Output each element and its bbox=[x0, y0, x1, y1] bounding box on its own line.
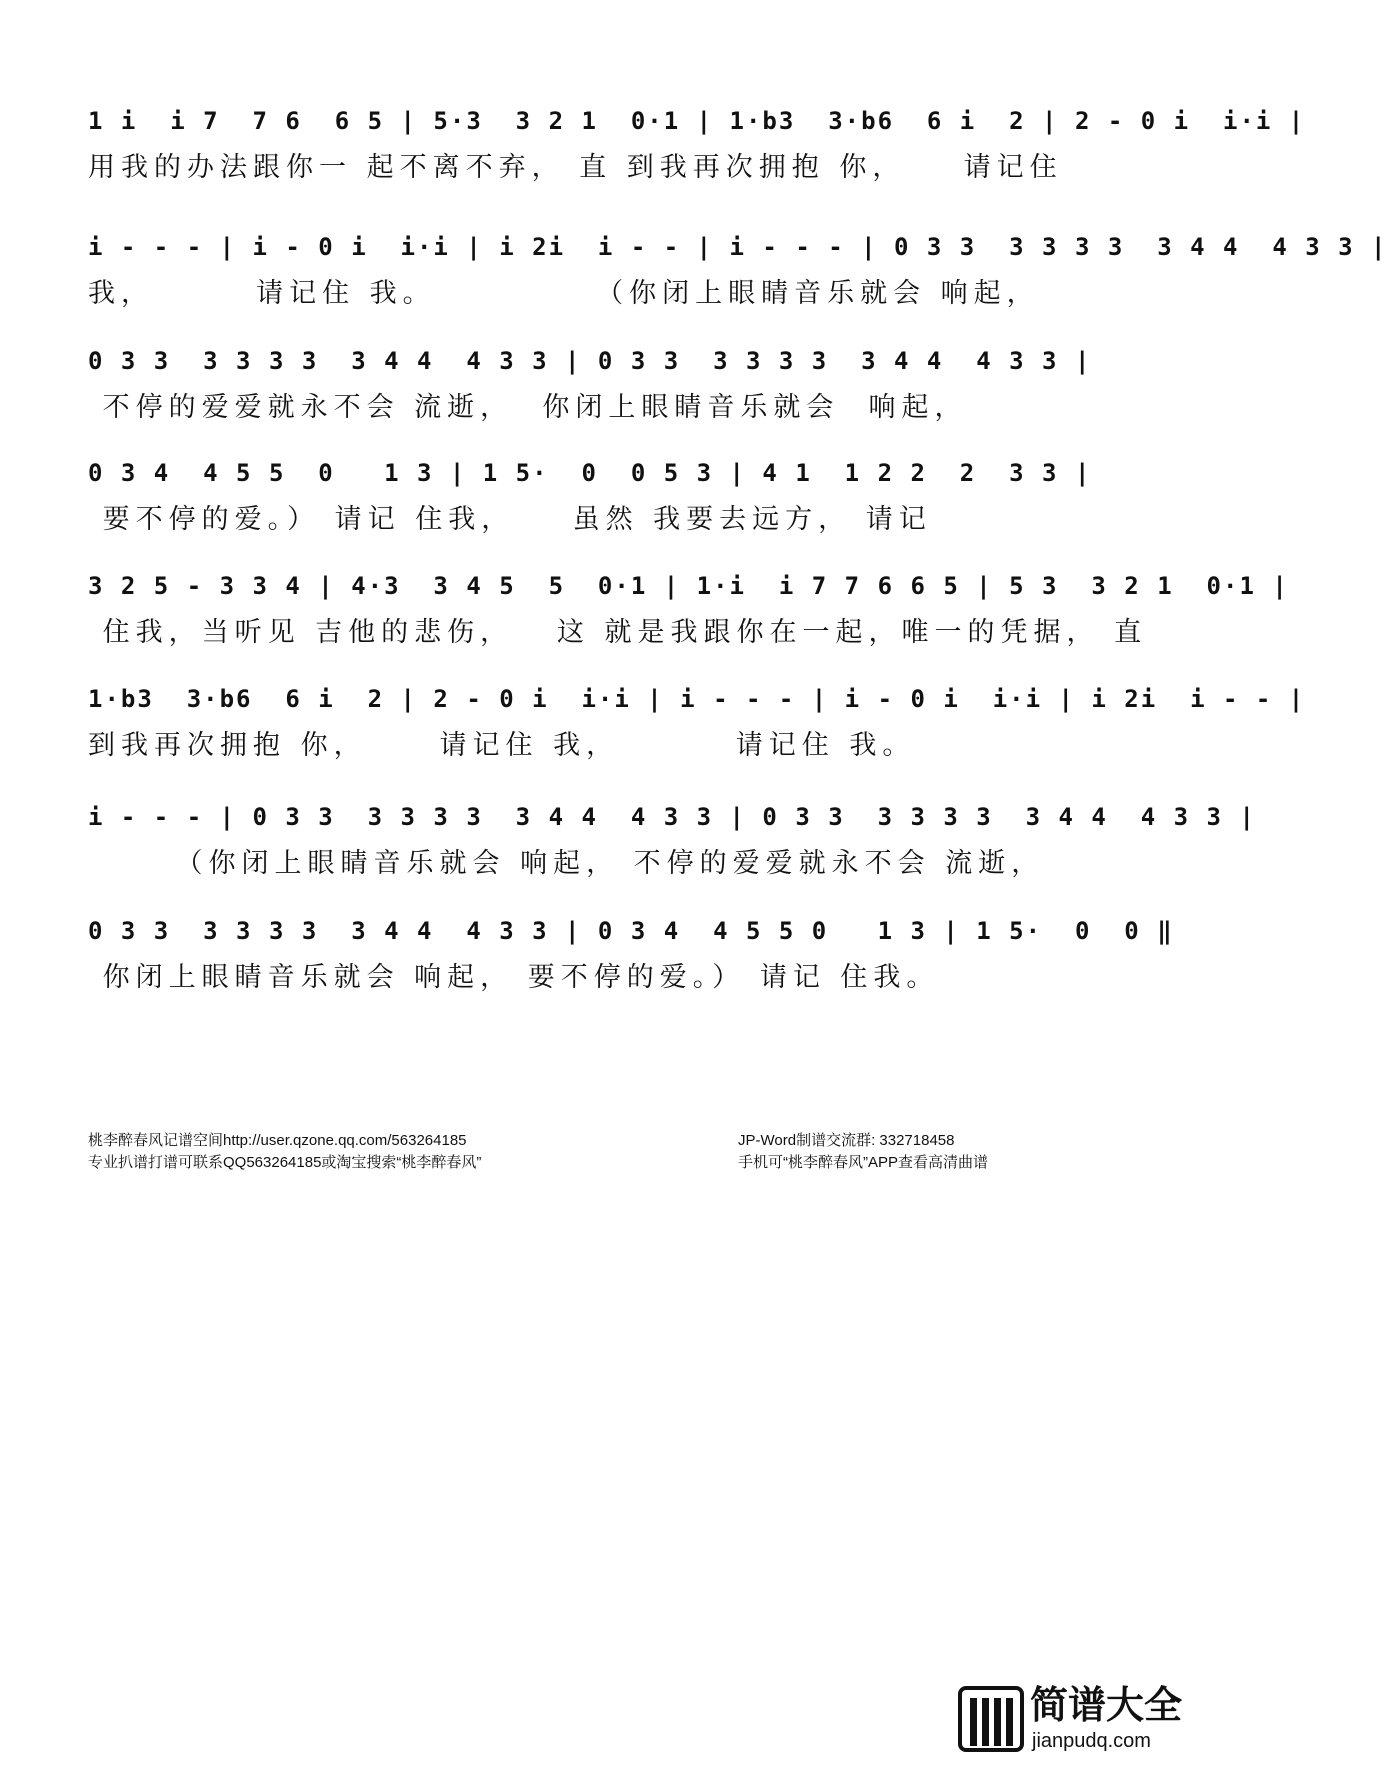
score-line-4 bbox=[88, 452, 1108, 562]
score-line-8 bbox=[88, 910, 1174, 1020]
watermark-logo bbox=[958, 1682, 1190, 1758]
notation-row: 1·b3 3·b6 6 i 2 | 2 - 0 i i·i | i - - - | i - 0 i i·i | i 2i i - - | bbox=[88, 685, 1306, 713]
notation-row: 0 3 4 4 5 5 0 1 3 | 1 5· 0 0 5 3 | 4 1 1 2 2 2 3 3 | bbox=[88, 459, 1092, 487]
score-line-3 bbox=[88, 340, 1108, 450]
piano-keys-icon bbox=[958, 1686, 1024, 1752]
watermark-domain: jianpudq.com bbox=[1032, 1730, 1151, 1752]
lyrics-row: 到我再次拥抱 你， 请记住 我， 请记住 我。 bbox=[88, 730, 916, 761]
notation-row: 0 3 3 3 3 3 3 3 4 4 4 3 3 | 0 3 4 4 5 5 0 1 3 | 1 5· 0 0 ‖ bbox=[88, 917, 1174, 945]
footer-right-line-1: JP-Word制谱交流群: 332718458 bbox=[738, 1132, 955, 1149]
watermark-title: 简谱大全 bbox=[1030, 1683, 1183, 1727]
score-line-7 bbox=[88, 796, 1256, 906]
score-line-5 bbox=[88, 565, 1289, 675]
lyrics-row: 住我，当听见 吉他的悲伤， 这 就是我跟你在一起，唯一的凭据， 直 bbox=[88, 617, 1148, 648]
notation-row: i - - - | i - 0 i i·i | i 2i i - - | i - - - | 0 3 3 3 3 3 3 3 4 4 4 3 3 | bbox=[88, 233, 1388, 261]
footer-right bbox=[738, 1130, 1108, 1174]
footer-left-line-1: 桃李醉春风记谱空间http://user.qzone.qq.com/563264185 bbox=[88, 1132, 467, 1149]
lyrics-row: 你闭上眼睛音乐就会 响起， 要不停的爱。） 请记 住我。 bbox=[88, 962, 940, 993]
lyrics-row: 不停的爱爱就永不会 流逝， 你闭上眼睛音乐就会 响起， bbox=[88, 392, 968, 423]
score-line-1 bbox=[88, 100, 1306, 210]
lyrics-row: 我， 请记住 我。 （你闭上眼睛音乐就会 响起， bbox=[88, 278, 1040, 309]
notation-row: 0 3 3 3 3 3 3 3 4 4 4 3 3 | 0 3 3 3 3 3 3 3 4 4 4 3 3 | bbox=[88, 347, 1092, 375]
footer-credits bbox=[88, 1130, 1108, 1180]
footer-left-line-2: 专业扒谱打谱可联系QQ563264185或淘宝搜索“桃李醉春风” bbox=[88, 1154, 482, 1171]
notation-row: i - - - | 0 3 3 3 3 3 3 3 4 4 4 3 3 | 0 3 3 3 3 3 3 3 4 4 4 3 3 | bbox=[88, 803, 1256, 831]
notation-row: 1 i i 7 7 6 6 5 | 5·3 3 2 1 0·1 | 1·b3 3·b6 6 i 2 | 2 - 0 i i·i | bbox=[88, 107, 1306, 135]
lyrics-row: 用我的办法跟你一 起不离不弃， 直 到我再次拥抱 你， 请记住 bbox=[88, 152, 1063, 183]
notation-row: 3 2 5 - 3 3 4 | 4·3 3 4 5 5 0·1 | 1·i i 7 7 6 6 5 | 5 3 3 2 1 0·1 | bbox=[88, 572, 1289, 600]
lyrics-row: 要不停的爱。） 请记 住我， 虽然 我要去远方， 请记 bbox=[88, 504, 932, 535]
score-line-2 bbox=[88, 226, 1388, 336]
score-line-6 bbox=[88, 678, 1306, 788]
footer-right-line-2: 手机可“桃李醉春风”APP查看高清曲谱 bbox=[738, 1154, 989, 1171]
footer-left bbox=[88, 1130, 728, 1174]
lyrics-row: （你闭上眼睛音乐就会 响起， 不停的爱爱就永不会 流逝， bbox=[88, 848, 1045, 879]
